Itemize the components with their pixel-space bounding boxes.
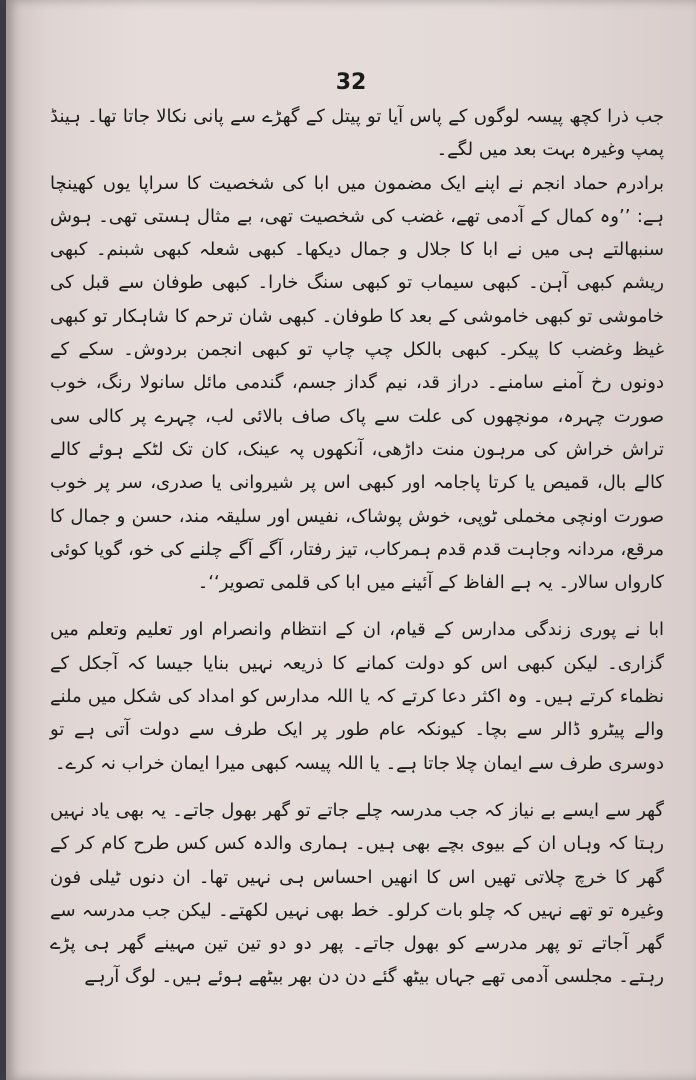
page-text [50,100,664,1070]
paragraph-3: ابا نے پوری زندگی مدارس کے قیام، ان کے انتظام وانصرام اور تعلیم وتعلم میں گزاری۔ لیکن کبھی اس کو دولت کمانے کا ذریعہ نہیں بنایا جیسا کہ آجکل کے نظماء کرتے ہیں۔ وہ اکثر دعا کرتے کہ یا اللہ مدارس کو امداد کی شکل میں ملنے والے پیٹرو ڈالر سے بچا۔ کیونکہ عام طور پر ایک طرف سے دولت آتی ہے تو دوسری طرف سے ایمان چلا جاتا ہے۔ یا اللہ پیسہ کبھی میرا ایمان خراب نہ کرے۔ [50,619,664,774]
paragraph-1: جب ذرا کچھ پیسہ لوگوں کے پاس آیا تو پیتل کے گھڑے سے پانی نکالا جاتا تھا۔ ہینڈ پمپ وغیرہ بہت بعد میں لگے۔ [50,106,664,161]
book-page [6,0,696,1080]
paragraph-2: برادرم حماد انجم نے اپنے ایک مضمون میں ابا کی شخصیت کا سراپا یوں کھینچا ہے: ’’وہ کمال کے آدمی تھے، غضب کی شخصیت تھی، بے مثال ہستی تھی۔ ہوش سنبھالتے ہی میں نے ابا کا جلال و جمال دیکھا۔ کبھی شعلہ کبھی شبنم۔ کبھی ریشم کبھی آہن۔ کبھی سیماب تو کبھی سنگ خارا۔ کبھی طوفان سے قبل کی خاموشی تو کبھی خاموشی کے بعد کا طوفان۔ کبھی شان ترحم کا شاہکار تو کبھی غیظ وغضب کا پیکر۔ کبھی بالکل چپ چاپ تو کبھی انجمن بردوش۔ سکے کے دونوں رخ آمنے سامنے۔ دراز قد، نیم گداز جسم، گندمی مائل سانولا رنگ، خوب صورت چہرہ، مونچھوں کی علت سے پاک صاف بالائی لب، چہرے پر کالی سی تراش خراش کی مرہون منت داڑھی، آنکھوں پہ عینک، کان تک لٹکے ہوئے کالے کالے بال، قمیص یا کرتا پاجامہ اور کبھی اس پر شیروانی یا صدری، سر پر خوب صورت اونچی مخملی ٹوپی، خوش پوشاک، نفیس اور سلیقہ مند، حسن و جمال کا مرقع، مردانہ وجاہت قدم قدم ہمرکاب، تیز رفتار، آگے آگے چلنے کی خو، گویا کوئی کارواں سالار۔ یہ ہے الفاظ کے آئینے میں ابا کی قلمی تصویر‘‘۔ [50,172,664,594]
page-number: 32 [335,70,367,95]
paragraph-4: گھر سے ایسے بے نیاز کہ جب مدرسہ چلے جاتے تو گھر بھول جاتے۔ یہ بھی یاد نہیں رہتا کہ وہاں ان کے بیوی بچے بھی ہیں۔ ہماری والدہ کس کس طرح کام کر کے گھر کا خرچ چلاتی تھیں اس کا انھیں احساس ہی نہیں تھا۔ ان دنوں ٹیلی فون وغیرہ تو تھے نہیں کہ چلو بات کرلو۔ خط بھی نہیں لکھتے۔ لیکن جب مدرسہ سے گھر آجاتے تو پھر مدرسے کو بھول جاتے۔ پھر دو دو تین تین مہینے گھر ہی پڑے رہتے۔ مجلسی آدمی تھے جہاں بیٹھ گئے دن دن بھر بیٹھے ہوئے ہیں۔ لوگ آرہے [50,799,664,988]
